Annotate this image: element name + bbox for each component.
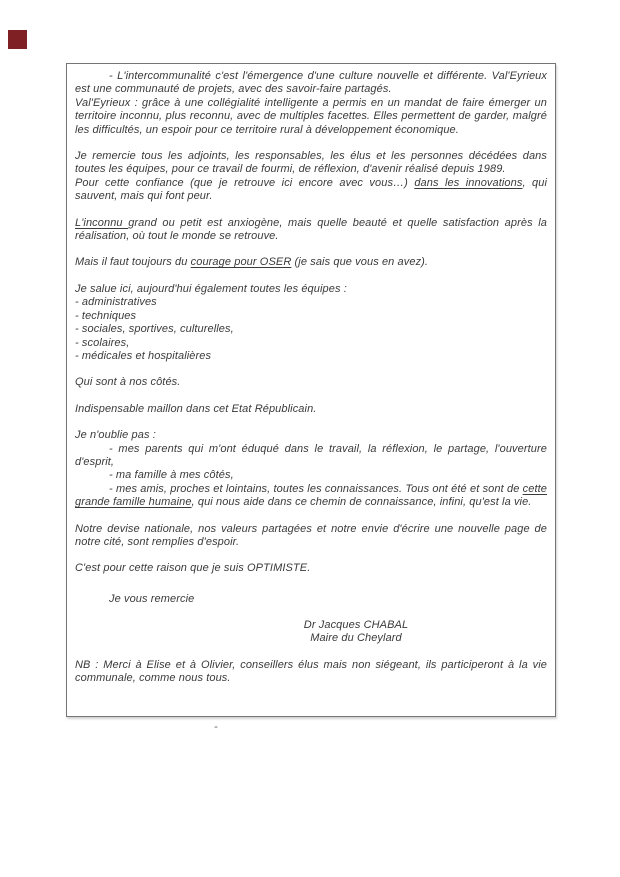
text-run: Je salue ici, aujourd'hui également toutes les équipes : <box>75 282 347 295</box>
text-run: C'est pour cette raison que je suis OPTIMISTE. <box>75 562 311 575</box>
paragraph <box>75 296 547 309</box>
paragraph <box>75 483 547 510</box>
text-run: , qui sauvent, mais qui font peur. <box>75 176 547 203</box>
paragraph <box>75 376 547 389</box>
text-run: Maire du Cheylard <box>310 632 402 645</box>
text-run: Qui sont à nos côtés. <box>75 376 181 389</box>
paragraph <box>75 310 547 323</box>
text-run: - L'intercommunalité c'est l'émergence d'une culture nouvelle et différente. Val'Eyrieux est une communauté de projets, avec des savoir-faire partagés. <box>75 70 547 96</box>
paragraph <box>75 659 547 686</box>
underlined-text: cette grande famille humaine <box>75 482 547 509</box>
text-run: - administratives <box>75 296 157 309</box>
paragraph <box>75 283 547 296</box>
paragraph <box>75 97 547 137</box>
text-run: Dr Jacques CHABAL <box>303 619 409 632</box>
text-run: (je sais que vous en avez). <box>291 256 429 269</box>
text-run: - scolaires, <box>75 336 130 349</box>
text-run: Pour cette confiance (que je retrouve ici encore avec vous…) <box>75 176 415 189</box>
text-run: - mes amis, proches et lointains, toutes les connaissances. Tous ont été et sont de <box>109 482 523 495</box>
text-run: Je remercie tous les adjoints, les responsables, les élus et les personnes décédées dans toutes les équipes, pour ce travail de fourmi, de réflexion, d'avenir réalisé depuis 1989. <box>75 150 547 176</box>
paragraph <box>75 469 547 482</box>
text-run: Je vous remercie <box>109 592 195 605</box>
letter-box <box>66 63 556 717</box>
text-run: - ma famille à mes côtés, <box>109 469 234 482</box>
paragraph <box>75 337 547 350</box>
text-run: , qui nous aide dans ce chemin de connaissance, infini, qu'est la vie. <box>191 496 532 509</box>
text-run: NB : Merci à Elise et à Olivier, conseillers élus mais non siégeant, ils participeront à la vie communale, comme nous tous. <box>75 658 547 685</box>
underlined-text: L'inconnu <box>75 216 129 229</box>
text-run: Notre devise nationale, nos valeurs partagées et notre envie d'écrire une nouvelle page de notre cité, sont remplies d'espoir. <box>75 522 547 548</box>
text-run: - techniques <box>75 309 137 322</box>
paragraph <box>75 256 547 269</box>
paragraph <box>75 177 547 204</box>
underlined-text: courage pour OSER <box>190 256 292 269</box>
paragraph <box>75 429 547 442</box>
paragraph <box>75 150 547 177</box>
paragraph <box>75 403 547 416</box>
paragraph <box>75 593 547 606</box>
paragraph <box>75 350 547 363</box>
underlined-text: dans les innovations <box>414 176 523 189</box>
paragraph <box>75 70 547 97</box>
stray-dash-artifact: - <box>214 721 218 733</box>
text-run: grand ou petit est anxiogène, mais quelle beauté et quelle satisfaction après la réalisation, où tout le monde se retrouve. <box>75 216 547 243</box>
paragraph <box>75 217 547 244</box>
paragraph <box>281 632 431 645</box>
red-corner-marker <box>8 30 27 49</box>
paragraph <box>281 619 431 632</box>
text-run: Indispensable maillon dans cet Etat Républicain. <box>75 402 317 415</box>
text-run: - mes parents qui m'ont éduqué dans le travail, la réflexion, le partage, l'ouverture d'esprit, <box>75 442 547 468</box>
paragraph <box>75 323 547 336</box>
paragraph <box>75 523 547 550</box>
paragraph <box>75 443 547 470</box>
text-run: Mais il faut toujours du <box>75 256 191 269</box>
text-run: Val'Eyrieux : grâce à une collégialité intelligente a permis en un mandat de faire émerger un territoire inconnu, plus reconnu, avec de multiples facettes. Elles permettent de garder, malgré les difficultés, un espoir pour ce territoire rural à développement économique. <box>75 96 547 136</box>
text-run: - médicales et hospitalières <box>75 349 212 362</box>
text-run: - sociales, sportives, culturelles, <box>75 323 234 336</box>
text-run: Je n'oublie pas : <box>75 429 156 442</box>
paragraph <box>75 562 547 575</box>
